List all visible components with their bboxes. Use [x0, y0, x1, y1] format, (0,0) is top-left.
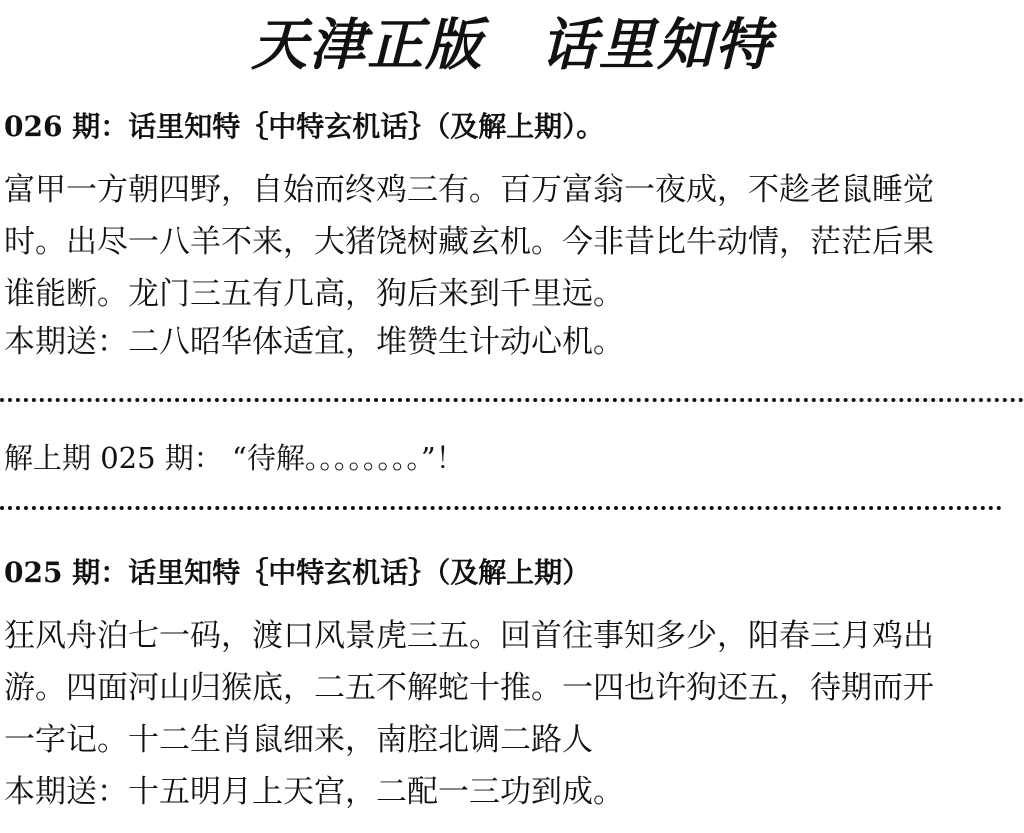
divider-1 — [0, 398, 1024, 402]
title-right: 话里知特 — [540, 12, 773, 78]
section-heading-025: 025 期：话里知特｛中特玄机话｝（及解上期） — [4, 556, 591, 589]
poem-025 — [4, 610, 1022, 766]
answer-line-025: 解上期 025 期： “待解。。。。。。。。”！ — [4, 441, 465, 475]
divider-2 — [0, 506, 1002, 510]
poem-026-line-3: 谁能断。龙门三五有几高，狗后来到千里远。 — [4, 276, 624, 312]
poem-026-line-2: 时。出尽一八羊不来，大猪饶树藏玄机。今非昔比牛动情，茫茫后果 — [4, 224, 934, 260]
title-left: 天津正版 — [251, 12, 484, 78]
send-line-025: 本期送：十五明月上天宫，二配一三功到成。 — [4, 774, 624, 810]
poem-026 — [4, 164, 1022, 320]
poem-025-line-3: 一字记。十二生肖鼠细来，南腔北调二路人 — [4, 722, 593, 758]
section-heading-026: 026 期：话里知特｛中特玄机话｝（及解上期）。 — [4, 110, 605, 143]
poem-025-line-1: 狂风舟泊七一码，渡口风景虎三五。回首往事知多少，阳春三月鸡出 — [4, 618, 934, 654]
page-title — [0, 10, 1024, 80]
send-line-026: 本期送：二八昭华体适宜，堆赞生计动心机。 — [4, 324, 624, 360]
poem-026-line-1: 富甲一方朝四野，自始而终鸡三有。百万富翁一夜成，不趁老鼠睡觉 — [4, 172, 934, 208]
poem-025-line-2: 游。四面河山归猴底，二五不解蛇十推。一四也许狗还五，待期而开 — [4, 670, 934, 706]
